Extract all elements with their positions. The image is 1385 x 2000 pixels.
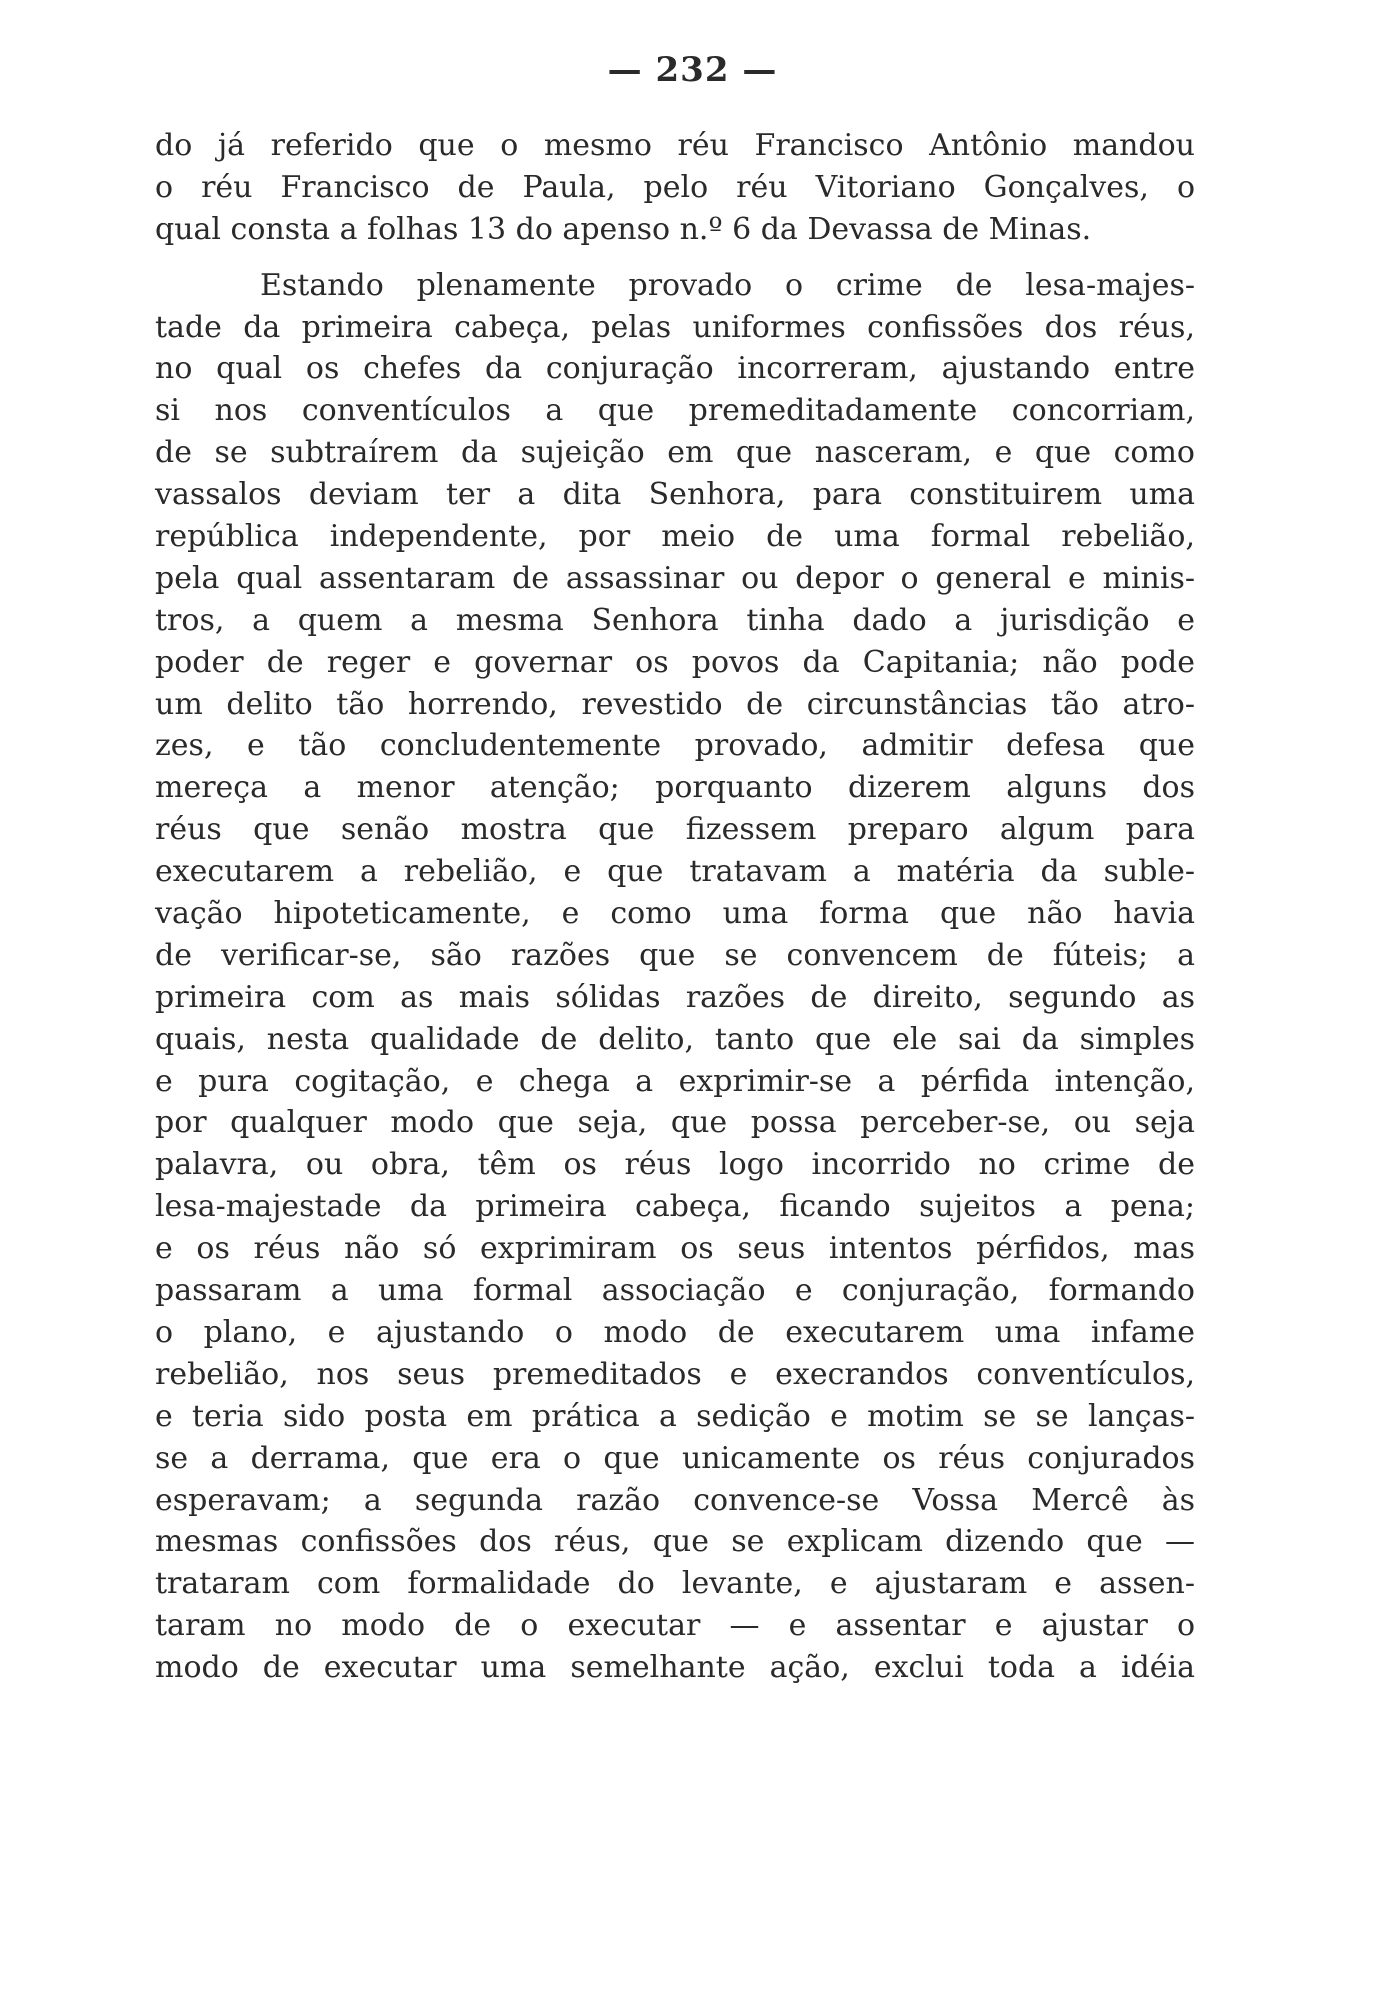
text-line: taram no modo de o executar — e assentar e ajustar o: [155, 1608, 1195, 1644]
text-line: rebelião, nos seus premeditados e execrandos conventículos,: [155, 1356, 1195, 1392]
text-line: de se subtraírem da sujeição em que nasceram, e que como: [155, 435, 1195, 471]
text-line: de verificar-se, são razões que se convencem de fúteis; a: [155, 937, 1195, 973]
text-line: réus que senão mostra que fizessem preparo algum para: [155, 812, 1195, 848]
text-line: o réu Francisco de Paula, pelo réu Vitoriano Gonçalves, o: [155, 169, 1195, 205]
text-line: vação hipoteticamente, e como uma forma que não havia: [155, 896, 1195, 932]
text-line: lesa-majestade da primeira cabeça, ficando sujeitos a pena;: [155, 1189, 1195, 1225]
text-line: quais, nesta qualidade de delito, tanto que ele sai da simples: [155, 1021, 1195, 1057]
text-line: vassalos deviam ter a dita Senhora, para constituirem uma: [155, 477, 1195, 513]
text-line: si nos conventículos a que premeditadamente concorriam,: [155, 393, 1195, 429]
text-line: palavra, ou obra, têm os réus logo incorrido no crime de: [155, 1147, 1195, 1183]
text-line: do já referido que o mesmo réu Francisco Antônio mandou: [155, 128, 1195, 163]
text-line: se a derrama, que era o que unicamente os réus conjurados: [155, 1440, 1195, 1476]
text-line: pela qual assentaram de assassinar ou depor o general e minis-: [155, 560, 1195, 596]
text-line: o plano, e ajustando o modo de executarem uma infame: [155, 1314, 1195, 1350]
text-line: tade da primeira cabeça, pelas uniformes confissões dos réus,: [155, 309, 1195, 345]
text-line: tros, a quem a mesma Senhora tinha dado a jurisdição e: [155, 602, 1195, 638]
paragraph-1: [155, 125, 1195, 251]
text-line: modo de executar uma semelhante ação, exclui toda a idéia: [155, 1650, 1195, 1686]
text-line: poder de reger e governar os povos da Capitania; não pode: [155, 644, 1195, 680]
body-text: [155, 125, 1195, 1689]
paragraph-2: [155, 265, 1195, 1689]
text-line: por qualquer modo que seja, que possa perceber-se, ou seja: [155, 1105, 1195, 1141]
text-line: trataram com formalidade do levante, e ajustaram e assen-: [155, 1566, 1195, 1602]
text-line: passaram a uma formal associação e conjuração, formando: [155, 1273, 1195, 1309]
page-number: — 232 —: [607, 50, 778, 90]
text-line: e pura cogitação, e chega a exprimir-se a pérfida intenção,: [155, 1063, 1195, 1099]
text-line: república independente, por meio de uma formal rebelião,: [155, 519, 1195, 555]
text-line: executarem a rebelião, e que tratavam a matéria da suble-: [155, 854, 1195, 890]
text-line: esperavam; a segunda razão convence-se Vossa Mercê às: [155, 1482, 1195, 1518]
text-line: e os réus não só exprimiram os seus intentos pérfidos, mas: [155, 1231, 1195, 1267]
text-line: mesmas confissões dos réus, que se explicam dizendo que —: [155, 1524, 1195, 1560]
text-line: mereça a menor atenção; porquanto dizerem alguns dos: [155, 770, 1195, 806]
text-line: e teria sido posta em prática a sedição e motim se se lanças-: [155, 1398, 1195, 1434]
paragraph-gap: [155, 251, 1195, 265]
text-line: zes, e tão concludentemente provado, admitir defesa que: [155, 728, 1195, 764]
text-line: um delito tão horrendo, revestido de circunstâncias tão atro-: [155, 686, 1195, 722]
text-line: Estando plenamente provado o crime de lesa-majes-: [260, 267, 1195, 303]
text-line: primeira com as mais sólidas razões de direito, segundo as: [155, 979, 1195, 1015]
text-line: qual consta a folhas 13 do apenso n.º 6 da Devassa de Minas.: [155, 211, 1092, 247]
text-line: no qual os chefes da conjuração incorreram, ajustando entre: [155, 351, 1195, 387]
